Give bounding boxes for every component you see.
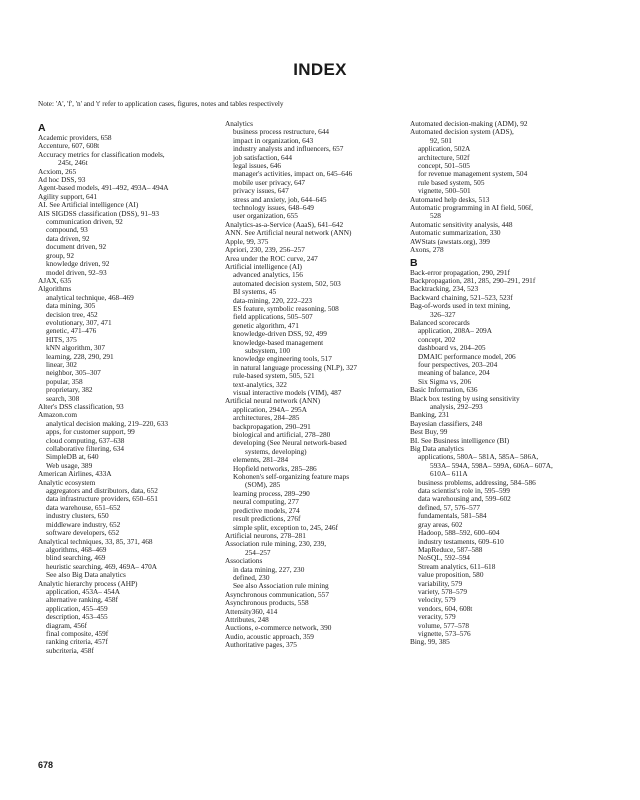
index-column-2 — [225, 120, 397, 650]
index-entry: defined, 230 — [233, 573, 270, 582]
index-entry: Academic providers, 658 — [38, 134, 112, 142]
index-entry: Kohonen's self-organizing feature maps — [233, 473, 350, 482]
index-entry: Asynchronous products, 558 — [225, 599, 309, 608]
index-entry: Amazon.com — [38, 411, 78, 420]
index-entry: architectures, 284–285 — [233, 414, 300, 423]
index-entry: 593A– 594A, 598A– 599A, 606A– 607A, — [430, 461, 553, 470]
index-entry: velocity, 579 — [418, 596, 456, 605]
index-entry: Basic Information, 636 — [410, 386, 478, 395]
page-number: 678 — [38, 760, 54, 770]
index-entry: Automatic programming in AI field, 506f, — [410, 204, 534, 213]
index-entry: concept, 501–505 — [418, 162, 470, 171]
index-entry: application, 453A– 454A — [46, 587, 120, 596]
index-entry: technology issues, 648–649 — [233, 204, 314, 213]
index-entry: meaning of balance, 204 — [418, 369, 490, 378]
index-entry: Hadoop, 588–592, 600–604 — [418, 529, 500, 538]
index-entry: predictive models, 274 — [233, 506, 300, 515]
index-entry: Six Sigma vs, 206 — [418, 377, 472, 386]
index-entry: cloud computing, 637–638 — [46, 436, 125, 445]
index-entry: NoSQL, 592–594 — [418, 554, 470, 563]
index-entry: Analytic hierarchy process (AHP) — [38, 579, 138, 588]
index-entry: concept, 202 — [418, 335, 456, 344]
index-entry: blind searching, 469 — [46, 554, 106, 563]
index-entry: text-analytics, 322 — [233, 380, 287, 389]
index-entry: AWStats (awstats.org), 399 — [410, 237, 490, 246]
index-entry: veracity, 579 — [418, 613, 456, 622]
index-entry: See also Big Data analytics — [46, 571, 126, 580]
index-entry: Automatic sensitivity analysis, 448 — [410, 220, 513, 229]
index-entry: value proposition, 580 — [418, 571, 484, 580]
index-entry: learning, 228, 290, 291 — [46, 352, 114, 361]
index-entry: decision tree, 452 — [46, 310, 98, 319]
index-entry: 326–327 — [430, 310, 456, 319]
index-entry: Algorithms — [38, 285, 72, 294]
index-entry: Apple, 99, 375 — [225, 237, 269, 246]
index-entry: data scientist's role in, 595–599 — [418, 487, 510, 496]
page-title: INDEX — [293, 60, 347, 79]
index-entry: BI systems, 45 — [233, 288, 277, 297]
index-entry: Automatic summarization, 330 — [410, 229, 501, 238]
index-entry: HITS, 375 — [46, 335, 77, 344]
index-entry: job satisfaction, 644 — [233, 153, 292, 162]
index-entry: Analytic ecosystem — [38, 478, 96, 487]
index-entry: visual interactive models (VIM), 487 — [233, 389, 342, 397]
index-entry: evolutionary, 307, 471 — [46, 318, 112, 327]
index-entry: developing (See Neural network-based — [233, 439, 347, 448]
index-entry: software developers, 652 — [46, 529, 120, 538]
index-entry: ES feature, symbolic reasoning, 508 — [233, 304, 339, 313]
index-entry: Analytics — [225, 120, 253, 128]
index-entry: Associations — [225, 557, 263, 566]
index-note: Note: 'A', 'f', 'n' and 't' refer to application cases, figures, notes and tables respectively — [38, 100, 284, 108]
index-entry: automated decision system, 502, 503 — [233, 279, 341, 288]
index-entry: AIS SIGDSS classification (DSS), 91–93 — [38, 209, 160, 218]
index-entry: vignette, 573–576 — [418, 629, 471, 638]
index-entry: Automated help desks, 513 — [410, 195, 490, 204]
index-entry: American Airlines, 433A — [38, 470, 112, 479]
index-entry: Ad hoc DSS, 93 — [38, 176, 86, 185]
index-entry: elements, 281–284 — [233, 456, 289, 465]
index-entry: industry clusters, 650 — [46, 512, 109, 521]
index-entry: genetic, 471–476 — [46, 327, 97, 336]
index-entry: learning process, 289–290 — [233, 489, 310, 498]
index-entry: Attensity360, 414 — [225, 607, 278, 616]
index-entry: middleware industry, 652 — [46, 520, 121, 529]
index-entry: Backtracking, 234, 523 — [410, 285, 479, 294]
index-entry: Back-error propagation, 290, 291f — [410, 268, 510, 277]
index-entry: in natural language processing (NLP), 327 — [233, 363, 358, 372]
index-entry: in data mining, 227, 230 — [233, 565, 305, 574]
index-entry: 254–257 — [245, 548, 271, 557]
index-entry: gray areas, 602 — [418, 520, 463, 529]
index-entry: Stream analytics, 611–618 — [418, 562, 496, 571]
index-entry: AJAX, 635 — [38, 276, 72, 285]
index-entry: business problems, addressing, 584–586 — [418, 478, 536, 487]
index-entry: subcriteria, 458f — [46, 646, 94, 655]
index-entry: kNN algorithm, 307 — [46, 344, 105, 353]
index-entry: AI. See Artificial intelligence (AI) — [38, 201, 139, 210]
index-entry: analysis, 292–293 — [430, 403, 483, 411]
index-entry: knowledge-driven DSS, 92, 499 — [233, 330, 327, 339]
index-entry: Banking, 231 — [410, 411, 450, 420]
index-entry: vendors, 604, 608t — [418, 604, 473, 613]
index-entry: Automated decision-making (ADM), 92 — [410, 120, 528, 128]
index-entry: Attributes, 248 — [225, 615, 269, 624]
index-entry: Bag-of-words used in text mining, — [410, 302, 511, 311]
index-entry: neural computing, 277 — [233, 498, 299, 507]
index-entry: model driven, 92–93 — [46, 268, 107, 277]
section-letter: A — [38, 122, 46, 134]
index-entry: variability, 579 — [418, 579, 463, 588]
index-entry: manager's activities, impact on, 645–646 — [233, 170, 353, 179]
index-entry: Authoritative pages, 375 — [225, 641, 297, 650]
index-entry: Analytical techniques, 33, 85, 371, 468 — [38, 537, 153, 546]
index-entry: alternative ranking, 458f — [46, 596, 118, 605]
index-entry: Automated decision system (ADS), — [410, 128, 514, 137]
index-entry: Artificial neurons, 278–281 — [225, 531, 306, 540]
index-entry: applications, 580A– 581A, 585A– 586A, — [418, 453, 539, 462]
index-entry: data driven, 92 — [46, 234, 90, 243]
index-entry: industry analysts and influencers, 657 — [233, 145, 344, 154]
index-entry: industry testaments, 609–610 — [418, 537, 504, 546]
index-entry: popular, 358 — [46, 377, 83, 386]
index-entry: Artificial intelligence (AI) — [225, 262, 302, 271]
index-entry: Backpropagation, 281, 285, 290–291, 291f — [410, 276, 536, 285]
index-entry: genetic algorithm, 471 — [233, 321, 299, 330]
index-entry: Agent-based models, 491–492, 493A– 494A — [38, 184, 169, 193]
index-entry: application, 502A — [418, 145, 471, 154]
index-entry: dashboard vs, 204–205 — [418, 344, 486, 353]
index-entry: ranking criteria, 457f — [46, 638, 108, 647]
index-entry: 610A– 611A — [430, 470, 468, 479]
index-entry: mobile user privacy, 647 — [233, 178, 306, 187]
index-entry: backpropagation, 290–291 — [233, 422, 311, 431]
index-entry: field applications, 505–507 — [233, 313, 313, 322]
index-entry: Audio, acoustic approach, 359 — [225, 632, 314, 641]
index-entry: description, 453–455 — [46, 613, 108, 622]
index-entry: group, 92 — [46, 251, 74, 260]
index-entry: Agility support, 641 — [38, 192, 97, 201]
index-entry: See also Association rule mining — [233, 582, 329, 591]
index-entry: SimpleDB at, 640 — [46, 453, 99, 462]
index-entry: data warehouse, 651–652 — [46, 503, 121, 512]
index-entry: heuristic searching, 469, 469A– 470A — [46, 562, 158, 571]
index-entry: MapReduce, 587–588 — [418, 545, 483, 554]
index-entry: Axons, 278 — [410, 246, 444, 255]
index-entry: linear, 302 — [46, 360, 77, 369]
index-entry: Best Buy, 99 — [410, 428, 448, 437]
index-entry: user organization, 655 — [233, 212, 298, 221]
index-entry: application, 294A– 295A — [233, 405, 307, 414]
index-entry: vignette, 500–501 — [418, 187, 471, 196]
index-entry: Balanced scorecards — [410, 318, 470, 327]
index-entry: Analytics-as-a-Service (AaaS), 641–642 — [225, 220, 344, 229]
index-entry: Asynchronous communication, 557 — [225, 590, 329, 599]
index-entry: architecture, 502f — [418, 153, 470, 162]
index-entry: fundamentals, 581–584 — [418, 512, 487, 521]
index-entry: data-mining, 220, 222–223 — [233, 296, 313, 305]
index-entry: ANN. See Artificial neural network (ANN) — [225, 229, 352, 238]
index-entry: BI. See Business intelligence (BI) — [410, 436, 510, 445]
index-entry: document driven, 92 — [46, 243, 107, 252]
index-entry: (SOM), 285 — [245, 481, 281, 490]
index-entry: stress and anxiety, job, 644–645 — [233, 195, 327, 204]
index-entry: algorithms, 468–469 — [46, 545, 107, 554]
index-entry: rule-based system, 505, 521 — [233, 372, 315, 381]
index-entry: Apriori, 230, 239, 256–257 — [225, 246, 305, 255]
index-entry: knowledge-based management — [233, 338, 324, 347]
index-entry: neighbor, 305–307 — [46, 369, 101, 378]
section-letter: B — [410, 256, 418, 269]
index-entry: Web usage, 389 — [46, 461, 93, 470]
index-entry: aggregators and distributors, data, 652 — [46, 487, 158, 496]
index-entry: privacy issues, 647 — [233, 187, 289, 196]
index-entry: proprietary, 382 — [46, 386, 93, 395]
index-entry: data warehousing and, 599–602 — [418, 495, 511, 504]
index-entry: diagram, 456f — [46, 621, 87, 630]
index-entry: search, 308 — [46, 394, 80, 403]
index-entry: collaborative filtering, 634 — [46, 445, 125, 454]
index-entry: DMAIC performance model, 206 — [418, 352, 516, 361]
index-entry: 92, 501 — [430, 136, 452, 145]
index-entry: systems, developing) — [245, 447, 307, 456]
index-entry: subsystem, 100 — [245, 346, 290, 355]
index-entry: Accenture, 607, 608t — [38, 142, 100, 151]
index-entry: Bayesian classifiers, 248 — [410, 419, 483, 428]
index-entry: data infrastructure providers, 650–651 — [46, 495, 158, 504]
index-entry: knowledge engineering tools, 517 — [233, 355, 332, 364]
index-entry: 528 — [430, 212, 441, 221]
index-entry: Accuracy metrics for classification models, — [38, 150, 165, 159]
index-entry: Hopfield networks, 285–286 — [233, 464, 317, 473]
index-entry: advanced analytics, 156 — [233, 271, 303, 280]
index-entry: defined, 57, 576–577 — [418, 503, 481, 512]
index-entry: Bing, 99, 385 — [410, 638, 450, 647]
index-entry: volume, 577–578 — [418, 621, 470, 630]
index-entry: apps, for customer support, 99 — [46, 428, 135, 437]
index-entry: rule based system, 505 — [418, 178, 485, 187]
index-entry: data mining, 305 — [46, 302, 96, 311]
index-entry: Black box testing by using sensitivity — [410, 394, 520, 403]
index-entry: Alter's DSS classification, 93 — [38, 403, 124, 411]
index-column-1 — [38, 120, 210, 655]
index-entry: Auctions, e-commerce network, 390 — [225, 624, 332, 633]
index-entry: for revenue management system, 504 — [418, 170, 528, 179]
index-entry: communication driven, 92 — [46, 218, 123, 227]
index-entry: biological and artificial, 278–280 — [233, 431, 331, 440]
index-entry: 245t, 246t — [58, 159, 88, 168]
index-entry: Backward chaining, 521–523, 523f — [410, 293, 513, 302]
index-entry: result predictions, 276f — [233, 515, 301, 524]
index-entry: Acxiom, 265 — [38, 167, 77, 176]
index-entry: application, 455–459 — [46, 604, 108, 613]
index-entry: legal issues, 646 — [233, 162, 282, 171]
index-entry: impact in organization, 643 — [233, 136, 314, 145]
index-entry: compound, 93 — [46, 226, 88, 235]
index-entry: application, 208A– 209A — [418, 327, 492, 336]
index-entry: analytical technique, 468–469 — [46, 293, 134, 302]
index-column-3 — [410, 120, 610, 647]
index-entry: final composite, 459f — [46, 629, 109, 638]
index-entry: variety, 578–579 — [418, 587, 467, 596]
index-entry: Big Data analytics — [410, 445, 464, 454]
index-entry: analytical decision making, 219–220, 633 — [46, 419, 168, 428]
index-entry: business process restructure, 644 — [233, 128, 330, 137]
index-entry: Artificial neural network (ANN) — [225, 397, 321, 406]
index-entry: Association rule mining, 230, 239, — [225, 540, 327, 549]
index-entry: simple split, exception to, 245, 246f — [233, 523, 338, 532]
index-entry: knowledge driven, 92 — [46, 260, 110, 269]
index-entry: four perspectives, 203–204 — [418, 360, 498, 369]
index-entry: Area under the ROC curve, 247 — [225, 254, 318, 263]
